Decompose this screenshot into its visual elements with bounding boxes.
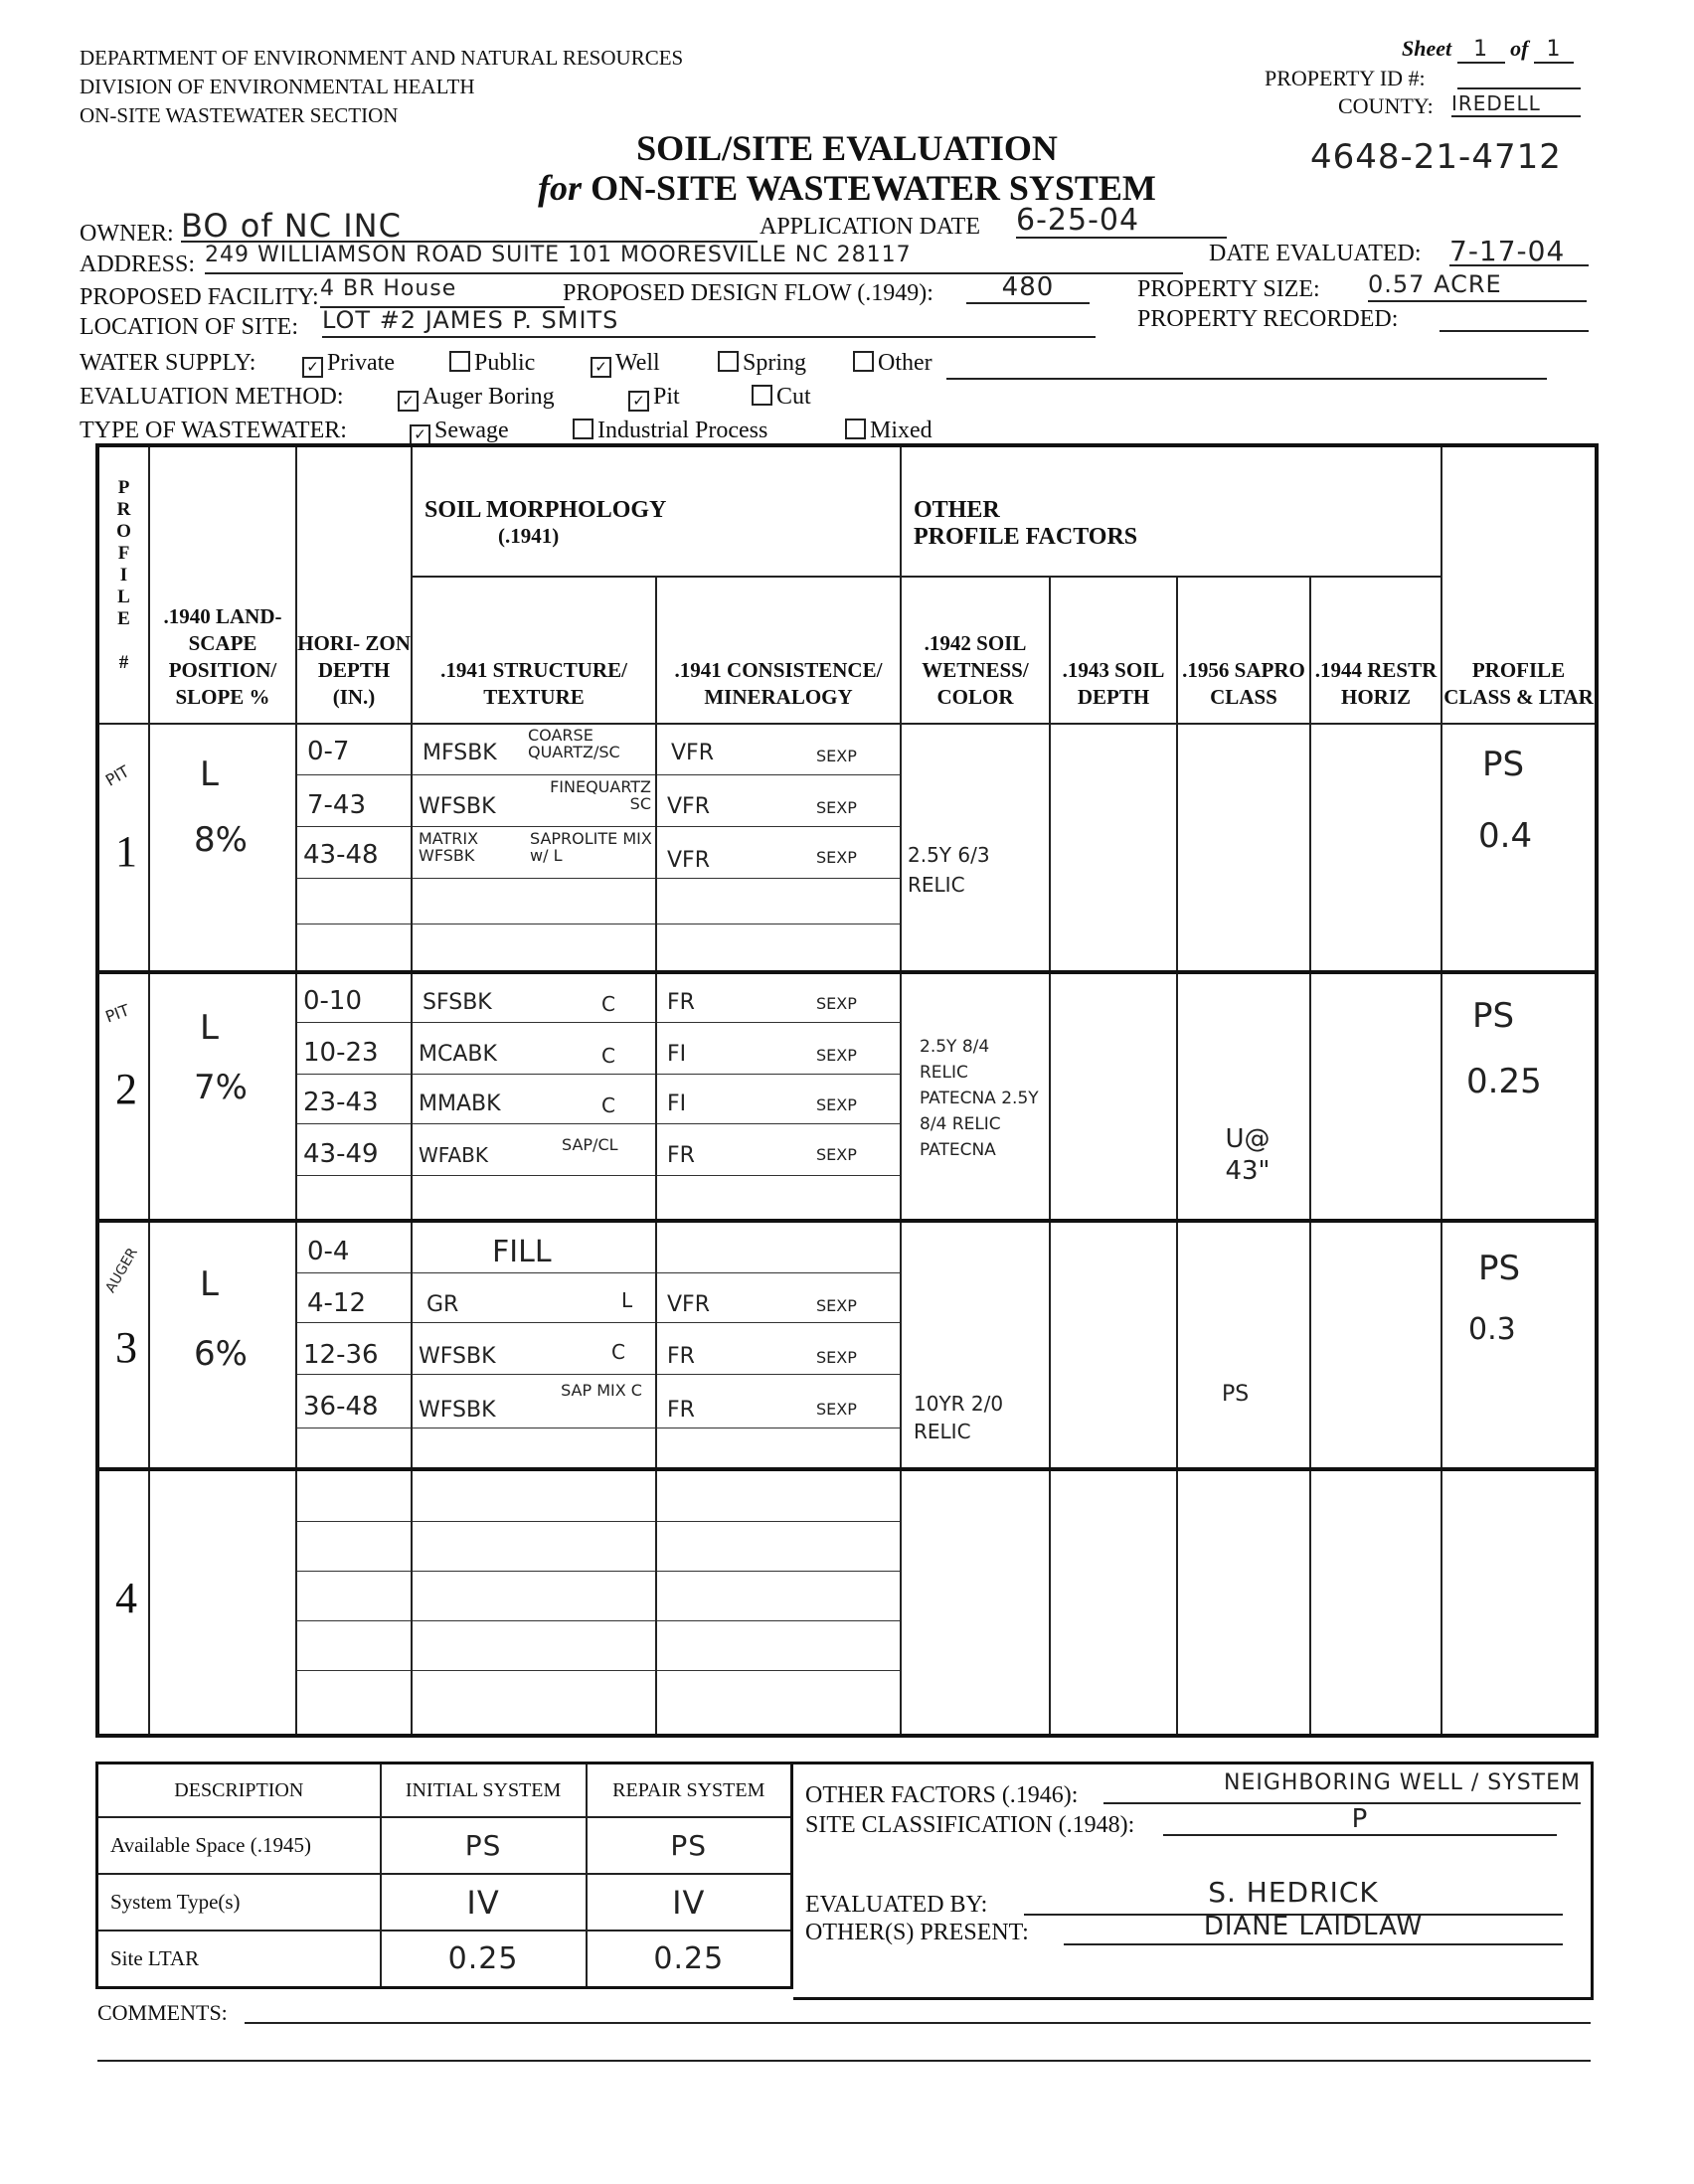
water-spring-label: Spring	[743, 350, 807, 376]
checkbox-icon[interactable]	[718, 351, 739, 372]
summary-row	[97, 1874, 792, 1931]
checkbox-icon[interactable]	[573, 419, 593, 439]
subtitle-for: for	[538, 168, 583, 208]
texture-note: SAP MIX C	[561, 1381, 642, 1400]
consistence: FR	[667, 1143, 695, 1168]
water-other[interactable]	[853, 350, 932, 377]
water-private[interactable]	[302, 350, 395, 378]
wetness-color: 2.5Y 8/4 RELIC PATECNA 2.5Y 8/4 RELIC PATECNA	[920, 1037, 1039, 1160]
property-number: 4648-21-4712	[1310, 137, 1562, 177]
evaluation-method-row	[80, 384, 1074, 411]
system-type-initial[interactable]: IV	[381, 1874, 587, 1931]
checkbox-icon[interactable]	[752, 385, 772, 406]
consistence: FI	[667, 1042, 687, 1067]
comments-field[interactable]	[245, 2022, 1591, 2024]
checkbox-icon[interactable]	[845, 419, 866, 439]
texture-note: C	[601, 1044, 615, 1068]
checkbox-icon[interactable]	[449, 351, 470, 372]
profile-row-2	[97, 972, 1597, 1221]
dept-line-3: ON-SITE WASTEWATER SECTION	[80, 103, 399, 127]
mineralogy: SEXP	[816, 798, 857, 817]
other-factors-label: OTHER FACTORS (.1946):	[805, 1782, 1079, 1808]
mineralogy: SEXP	[816, 994, 857, 1013]
structure: SFSBK	[423, 990, 492, 1015]
mineralogy: SEXP	[816, 1046, 857, 1065]
county-label: COUNTY:	[1338, 93, 1434, 118]
consistence: VFR	[667, 794, 710, 819]
water-public[interactable]	[449, 350, 535, 377]
system-type-repair[interactable]: IV	[587, 1874, 792, 1931]
other-factors-subtitle: PROFILE FACTORS	[914, 524, 1138, 550]
structure: MCABK	[419, 1042, 497, 1067]
eval-pit[interactable]	[628, 384, 680, 412]
wetness-color: 2.5Y 6/3 RELIC	[908, 843, 990, 897]
structure: MATRIX WFSBK	[419, 829, 479, 865]
slope-percent: 7%	[194, 1068, 248, 1107]
texture-note: L	[621, 1288, 633, 1312]
location-label: LOCATION OF SITE:	[80, 314, 298, 340]
other-factors-title: OTHER	[914, 497, 1000, 523]
site-classification-field[interactable]: P	[1163, 1804, 1557, 1836]
soil-depth-header: .1943 SOIL DEPTH	[1050, 577, 1177, 724]
profile-number: 3	[115, 1323, 137, 1372]
texture-note: SAPROLITE MIX w/ L	[530, 829, 652, 865]
profile-class: PS	[1478, 1249, 1521, 1288]
application-date-label: APPLICATION DATE	[760, 214, 980, 240]
profile-class-header: PROFILE CLASS & LTAR	[1441, 445, 1597, 724]
mineralogy: SEXP	[816, 1296, 857, 1315]
texture-note: C	[601, 1093, 615, 1117]
property-recorded-label: PROPERTY RECORDED:	[1137, 306, 1399, 332]
profile-row-3	[97, 1221, 1597, 1469]
depth: 0-10	[303, 986, 363, 1016]
wetness-header: .1942 SOIL WETNESS/ COLOR	[901, 577, 1050, 724]
structure: WFSBK	[419, 794, 496, 819]
initial-system-header: INITIAL SYSTEM	[381, 1764, 587, 1818]
structure: WFABK	[419, 1143, 488, 1167]
landscape-position: L	[200, 755, 219, 794]
profile-ltar: 0.4	[1478, 816, 1533, 856]
profile-type: AUGER	[102, 1245, 141, 1296]
depth: 36-48	[303, 1392, 379, 1422]
facility-field[interactable]: 4 BR House	[320, 276, 565, 308]
soil-profile-table	[95, 443, 1599, 1738]
soil-morph-code: (.1941)	[498, 524, 560, 548]
texture-note: COARSE QUARTZ/SC	[528, 726, 620, 761]
form-title: SOIL/SITE EVALUATION	[636, 128, 1058, 168]
water-supply-label: WATER SUPPLY:	[80, 350, 256, 376]
site-classification-label: SITE CLASSIFICATION (.1948):	[805, 1812, 1135, 1838]
site-ltar-initial[interactable]: 0.25	[381, 1931, 587, 1988]
profile-ltar: 0.3	[1468, 1312, 1516, 1347]
checkbox-icon[interactable]: ✓	[302, 357, 323, 378]
checkbox-icon[interactable]	[853, 351, 874, 372]
landscape-header: .1940 LAND- SCAPE POSITION/ SLOPE %	[149, 445, 296, 724]
evaluated-by-field[interactable]: S. HEDRICK	[1024, 1876, 1563, 1916]
ww-industrial[interactable]	[573, 418, 767, 444]
evaluated-by-label: EVALUATED BY:	[805, 1892, 988, 1918]
form-subtitle	[0, 167, 1694, 209]
landscape-position: L	[200, 1264, 219, 1304]
depth: 10-23	[303, 1038, 379, 1068]
water-well-label: Well	[615, 350, 660, 376]
property-id-field[interactable]	[1457, 87, 1581, 89]
wastewater-row	[80, 418, 1074, 444]
property-size-label: PROPERTY SIZE:	[1137, 276, 1320, 302]
site-ltar-repair[interactable]: 0.25	[587, 1931, 792, 1988]
summary-desc: Available Space (.1945)	[97, 1817, 381, 1874]
structure: MMABK	[419, 1092, 501, 1116]
eval-method-label: EVALUATION METHOD:	[80, 384, 344, 410]
profile-ltar: 0.25	[1466, 1062, 1542, 1101]
checkbox-icon[interactable]: ✓	[591, 357, 611, 378]
water-other-label: Other	[878, 350, 932, 376]
wastewater-label: TYPE OF WASTEWATER:	[80, 418, 347, 443]
depth: 0-4	[307, 1237, 350, 1266]
application-date-field[interactable]: 6-25-04	[1016, 203, 1227, 239]
texture-note: C	[601, 992, 615, 1016]
property-id-label: PROPERTY ID #:	[1265, 66, 1426, 90]
eval-auger[interactable]	[398, 384, 555, 412]
consistence: FR	[667, 1398, 695, 1423]
available-space-repair[interactable]: PS	[587, 1817, 792, 1874]
depth: 0-7	[307, 737, 350, 766]
water-spring[interactable]	[718, 350, 806, 377]
consistence-header: .1941 CONSISTENCE/ MINERALOGY	[656, 577, 901, 724]
property-size-field[interactable]: 0.57 ACRE	[1368, 270, 1587, 302]
depth: 43-49	[303, 1139, 379, 1169]
system-summary-table	[95, 1762, 793, 1989]
comments-field-line-2[interactable]	[97, 2060, 1591, 2062]
depth: 7-43	[307, 790, 367, 820]
checkbox-icon[interactable]: ✓	[628, 391, 649, 412]
sapro-header: .1956 SAPRO CLASS	[1177, 577, 1310, 724]
date-evaluated-field[interactable]: 7-17-04	[1449, 235, 1589, 266]
county-field[interactable]: IREDELL	[1451, 91, 1581, 117]
ww-industrial-label: Industrial Process	[597, 418, 768, 443]
footer-fields-box	[793, 1762, 1594, 2000]
other-factors-field[interactable]: NEIGHBORING WELL / SYSTEM	[1103, 1770, 1581, 1804]
texture-note: FINEQUARTZ SC	[550, 777, 651, 813]
eval-auger-label: Auger Boring	[423, 384, 555, 410]
texture-note: SAP/CL	[562, 1135, 618, 1154]
ww-sewage[interactable]	[410, 418, 509, 445]
restr-header: .1944 RESTR HORIZ	[1310, 577, 1441, 724]
others-present-label: OTHER(S) PRESENT:	[805, 1920, 1029, 1945]
checkbox-icon[interactable]: ✓	[398, 391, 419, 412]
structure: WFSBK	[419, 1398, 496, 1423]
consistence: FR	[667, 1344, 695, 1369]
structure: GR	[426, 1292, 459, 1317]
profile-type: PIT	[101, 761, 133, 790]
design-flow-field[interactable]: 480	[966, 272, 1090, 304]
consistence: VFR	[667, 848, 710, 873]
depth: 43-48	[303, 840, 379, 870]
comments-label: COMMENTS:	[97, 2000, 228, 2025]
structure: WFSBK	[419, 1344, 496, 1369]
profile-row-1	[97, 724, 1597, 972]
mineralogy: SEXP	[816, 1400, 857, 1419]
sheet-indicator	[1402, 36, 1574, 64]
property-recorded-field[interactable]	[1440, 330, 1589, 332]
water-other-field[interactable]	[946, 354, 1547, 380]
profile-number: 2	[115, 1065, 137, 1113]
consistence: VFR	[671, 741, 714, 765]
depth: 4-12	[307, 1288, 367, 1318]
profile-number: 1	[115, 827, 137, 876]
profile-type: PIT	[102, 1000, 132, 1027]
mineralogy: SEXP	[816, 747, 857, 765]
profile-class: PS	[1472, 996, 1515, 1036]
profile-header: P R O F I L E #	[97, 445, 149, 724]
profile-row-4	[97, 1469, 1597, 1736]
other-factors-header	[901, 445, 1441, 577]
mineralogy: SEXP	[816, 1095, 857, 1114]
date-evaluated-label: DATE EVALUATED:	[1209, 241, 1422, 266]
consistence: FR	[667, 990, 695, 1015]
summary-row	[97, 1817, 792, 1874]
eval-cut[interactable]	[752, 384, 811, 411]
water-well[interactable]	[591, 350, 660, 378]
eval-pit-label: Pit	[653, 384, 680, 410]
depth: 23-43	[303, 1088, 379, 1117]
slope-percent: 6%	[194, 1334, 248, 1374]
structure: MFSBK	[423, 741, 497, 765]
subtitle-rest: ON-SITE WASTEWATER SYSTEM	[582, 168, 1156, 208]
location-field[interactable]: LOT #2 JAMES P. SMITS	[322, 306, 1096, 338]
profile-number: 4	[115, 1574, 137, 1622]
ww-mixed-label: Mixed	[870, 418, 932, 443]
address-field[interactable]: 249 WILLIAMSON ROAD SUITE 101 MOORESVILLE NC 28117	[205, 243, 1183, 274]
slope-percent: 8%	[194, 820, 248, 860]
available-space-initial[interactable]: PS	[381, 1817, 587, 1874]
design-flow-label: PROPOSED DESIGN FLOW (.1949):	[563, 280, 933, 306]
mineralogy: SEXP	[816, 848, 857, 867]
texture-note: C	[611, 1340, 625, 1364]
dept-line-1: DEPARTMENT OF ENVIRONMENT AND NATURAL RESOURCES	[80, 46, 684, 70]
department-block	[80, 44, 683, 130]
address-label: ADDRESS:	[80, 252, 196, 277]
depth: 12-36	[303, 1340, 379, 1370]
sapro-class: U@ 43"	[1225, 1124, 1270, 1186]
summary-desc: System Type(s)	[97, 1874, 381, 1931]
ww-sewage-label: Sewage	[434, 418, 509, 443]
water-supply-row	[80, 350, 1610, 377]
dept-line-2: DIVISION OF ENVIRONMENTAL HEALTH	[80, 75, 475, 98]
summary-row	[97, 1931, 792, 1988]
consistence: FI	[667, 1092, 687, 1116]
profile-class: PS	[1482, 745, 1525, 784]
sheet-number: 1	[1457, 37, 1505, 64]
structure: FILL	[492, 1235, 552, 1269]
mineralogy: SEXP	[816, 1145, 857, 1164]
ww-mixed[interactable]	[845, 418, 932, 444]
owner-label: OWNER:	[80, 221, 174, 247]
water-public-label: Public	[474, 350, 536, 376]
soil-morphology-header	[412, 445, 901, 577]
owner-field[interactable]: BO of NC INC	[181, 207, 758, 243]
sapro-class: PS	[1222, 1382, 1250, 1407]
wetness-color: 10YR 2/0 RELIC	[914, 1392, 1004, 1443]
checkbox-icon[interactable]: ✓	[410, 424, 430, 445]
sheet-total: 1	[1534, 37, 1574, 64]
water-private-label: Private	[327, 350, 395, 376]
horizon-header: HORI- ZON DEPTH (IN.)	[296, 445, 412, 724]
description-header: DESCRIPTION	[97, 1764, 381, 1818]
mineralogy: SEXP	[816, 1348, 857, 1367]
consistence: VFR	[667, 1292, 710, 1317]
summary-desc: Site LTAR	[97, 1931, 381, 1988]
structure-header: .1941 STRUCTURE/ TEXTURE	[412, 577, 656, 724]
others-present-field[interactable]: DIANE LAIDLAW	[1064, 1912, 1563, 1945]
repair-system-header: REPAIR SYSTEM	[587, 1764, 792, 1818]
landscape-position: L	[200, 1008, 219, 1048]
eval-cut-label: Cut	[776, 384, 811, 410]
soil-morph-title: SOIL MORPHOLOGY	[424, 497, 667, 523]
facility-label: PROPOSED FACILITY:	[80, 284, 319, 310]
of-label: of	[1510, 36, 1529, 61]
sheet-label: Sheet	[1402, 36, 1452, 61]
